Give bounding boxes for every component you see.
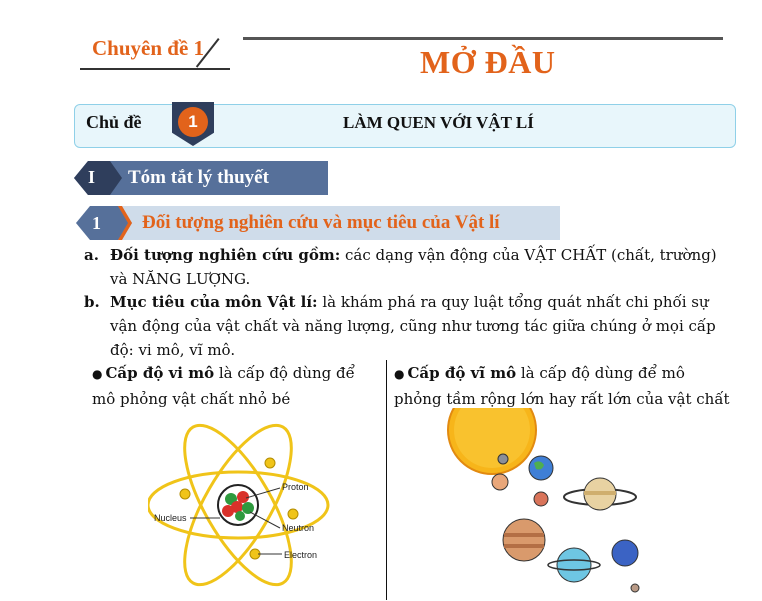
topic-prefix: Chủ đề — [86, 112, 142, 132]
planet-earth — [529, 456, 553, 480]
topic-number-badge: 1 — [178, 107, 208, 137]
subsection-title: Đối tượng nghiên cứu và mục tiêu của Vật lí — [142, 212, 500, 233]
planet-venus — [492, 474, 508, 490]
micro-level-text: là cấp độ dùng để mô phỏng vật chất nhỏ bé — [92, 364, 355, 408]
electron-dot — [288, 509, 298, 519]
neutron-label: Neutron — [282, 523, 315, 533]
list-marker: b. — [84, 293, 100, 311]
bullet-icon: ● — [92, 367, 103, 381]
macro-level-heading: Cấp độ vĩ mô — [407, 364, 517, 382]
topic-title: LÀM QUEN VỚI VẬT LÍ — [343, 113, 534, 132]
electron-dot — [180, 489, 190, 499]
chapter-label: Chuyên đề 1 — [92, 36, 205, 60]
subsection-number: 1 — [92, 213, 101, 233]
list-item-text: là khám phá ra quy luật tổng quát nhất chi phối sự vận động của vật chất và năng lượng, cũng như tương tác giữa chúng ở mọi cấp độ: vi mô, vĩ mô. — [110, 293, 716, 359]
planet-mercury — [498, 454, 508, 464]
list-item — [84, 243, 724, 291]
solar-system-illustration — [440, 408, 690, 601]
nucleus-label: Nucleus — [154, 513, 187, 523]
list-item-heading: Mục tiêu của môn Vật lí: — [110, 293, 318, 311]
list-item-text: các dạng vận động của VẬT CHẤT (chất, trường) và NĂNG LƯỢNG. — [110, 246, 717, 288]
planet-saturn — [564, 478, 636, 510]
section-title: Tóm tắt lý thuyết — [128, 167, 269, 188]
planet-pluto — [631, 584, 639, 592]
bullet-icon: ● — [394, 367, 405, 381]
atom-illustration — [148, 410, 388, 601]
micro-level-heading: Cấp độ vi mô — [105, 364, 215, 382]
list-marker: a. — [84, 246, 99, 264]
header-divider-left — [80, 68, 230, 70]
header-divider-top — [243, 37, 723, 40]
proton-label: Proton — [282, 482, 309, 492]
electron-dot — [265, 458, 275, 468]
electron-label: Electron — [284, 550, 318, 560]
macro-level-description — [394, 361, 734, 412]
planet-neptune — [612, 540, 638, 566]
planet-uranus — [548, 548, 600, 582]
planet-mars — [534, 492, 548, 506]
macro-level-text: là cấp độ dùng để mô phỏng tầm rộng lớn hay rất lớn của vật chất — [394, 364, 730, 408]
planet-jupiter — [503, 519, 545, 561]
sun — [448, 408, 536, 474]
list-item-heading: Đối tượng nghiên cứu gồm: — [110, 246, 341, 264]
micro-level-description — [92, 361, 382, 412]
page-title: MỞ ĐẦU — [420, 44, 556, 80]
list-item — [84, 290, 724, 362]
section-number: I — [88, 167, 96, 187]
